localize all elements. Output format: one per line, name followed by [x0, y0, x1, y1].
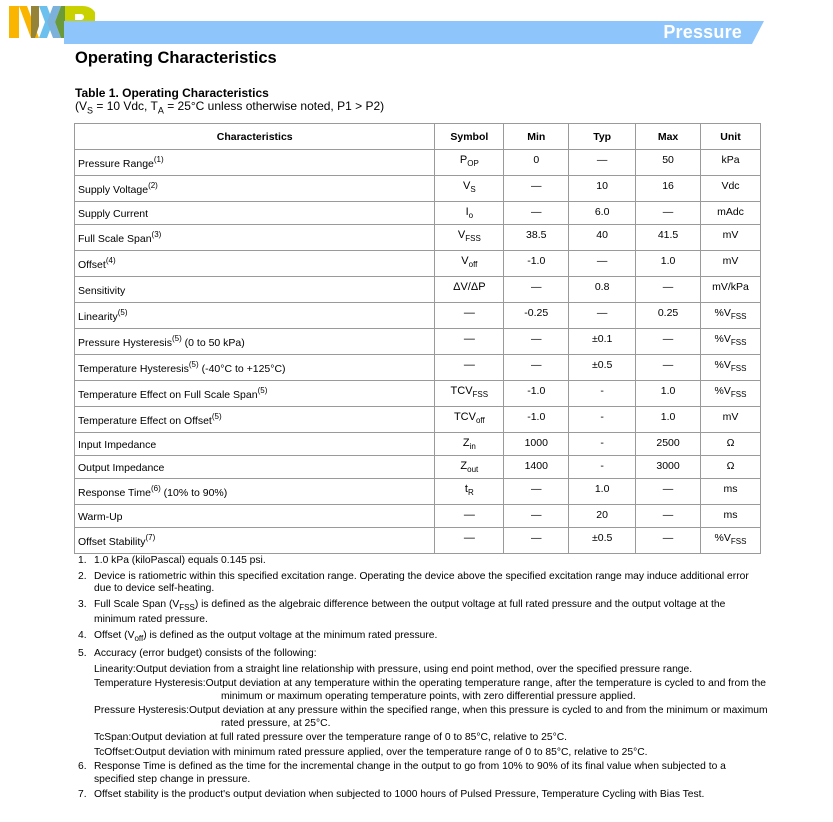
unit-subscript: FSS: [730, 312, 747, 322]
max-cell: 1.0: [636, 251, 701, 277]
unit-cell: [701, 202, 761, 225]
symbol: —: [463, 333, 475, 345]
unit-cell: [701, 277, 761, 303]
symbol: —: [463, 509, 475, 521]
unit-cell: [701, 176, 761, 202]
accuracy-item-desc: Output deviation at any temperature within the operating temperature range, after the temperature is cycled to and from the minimum or maximum operating temperature points, with zero differential pressure applied.: [205, 678, 766, 702]
min-cell: —: [504, 528, 569, 554]
min-cell: -1.0: [504, 251, 569, 277]
unit: mV/kPa: [712, 281, 749, 293]
unit-cell: [701, 479, 761, 505]
footnote-body: [94, 630, 768, 646]
footnote-text: Device is ratiometric within this specified excitation range. Operating the device above the specified excitation range may induce additional error due to device self-heating.: [94, 570, 749, 594]
max-cell: —: [636, 202, 701, 225]
footnote-ref: (2): [148, 180, 158, 190]
table-row: [75, 355, 761, 381]
footnote-ref: (5): [211, 411, 222, 421]
footnote-text: Response Time is defined as the time for the incremental change in the output to go from 10% to 90% of its final value when subjected to a specified step change in pressure.: [94, 761, 726, 785]
footnote-body: [94, 761, 768, 786]
characteristic-name: Full Scale Span: [78, 232, 152, 245]
symbol: Z: [460, 460, 468, 472]
table-body: [75, 150, 761, 554]
unit-cell: [701, 225, 761, 251]
typ-cell: —: [569, 150, 636, 176]
characteristic-condition: (10% to 90%): [160, 486, 228, 499]
operating-characteristics-table: [74, 123, 761, 554]
footnote: [78, 630, 768, 646]
min-cell: -1.0: [504, 381, 569, 407]
symbol-cell: [435, 433, 504, 456]
symbol-cell: [435, 381, 504, 407]
header-bar: [64, 21, 764, 44]
max-cell: 3000: [636, 456, 701, 479]
symbol: Z: [462, 437, 470, 449]
min-cell: 38.5: [504, 225, 569, 251]
unit: %V: [714, 333, 731, 345]
min-cell: 0: [504, 150, 569, 176]
characteristic-name: Supply Voltage: [78, 183, 149, 196]
symbol-cell: [435, 277, 504, 303]
symbol-cell: [435, 176, 504, 202]
symbol-subscript: S: [470, 185, 476, 195]
footnote: [78, 761, 768, 786]
column-header: Typ: [569, 124, 636, 150]
min-cell: 1000: [504, 433, 569, 456]
column-header: Max: [636, 124, 701, 150]
symbol: V: [461, 255, 469, 267]
accuracy-item-desc: Output deviation from a straight line relationship with pressure, using end point method, over the specified pressure range.: [135, 663, 693, 675]
unit: kPa: [721, 154, 740, 166]
unit-cell: [701, 528, 761, 554]
conditions-text: = 25°C unless otherwise noted, P1 > P2): [163, 99, 385, 113]
symbol-cell: [435, 251, 504, 277]
table-row: [75, 329, 761, 355]
accuracy-item: [94, 732, 768, 745]
characteristic-cell: [75, 456, 435, 479]
table-caption: Table 1. Operating Characteristics: [75, 86, 269, 100]
typ-cell: -: [569, 456, 636, 479]
accuracy-item-label: Linearity:: [94, 663, 136, 675]
characteristic-condition: (0 to 50 kPa): [181, 336, 245, 349]
symbol-cell: [435, 407, 504, 433]
max-cell: 50: [636, 150, 701, 176]
characteristic-name: Input Impedance: [78, 439, 157, 451]
table-row: [75, 479, 761, 505]
conditions-sub: S: [87, 105, 94, 116]
min-cell: -1.0: [504, 407, 569, 433]
symbol: V: [457, 229, 466, 241]
page-title: Operating Characteristics: [75, 49, 277, 67]
footnote-body: [94, 599, 768, 627]
unit: ms: [723, 509, 738, 521]
conditions-sub: A: [157, 105, 164, 116]
characteristic-name: Warm-Up: [78, 511, 123, 523]
unit: %V: [714, 307, 731, 319]
typ-cell: 6.0: [569, 202, 636, 225]
unit-subscript: FSS: [730, 390, 747, 400]
max-cell: —: [636, 329, 701, 355]
accuracy-item-text: [94, 678, 768, 703]
accuracy-item-desc: Output deviation at any pressure within the specified range, when this pressure is cycled to and from the minimum or maximum rated pressure, at 25°C.: [189, 705, 768, 729]
unit-cell: [701, 329, 761, 355]
unit-subscript: FSS: [730, 537, 747, 547]
symbol-cell: [435, 202, 504, 225]
max-cell: 1.0: [636, 407, 701, 433]
footnote-ref: (1): [153, 154, 164, 164]
conditions-text: (V: [75, 99, 87, 113]
footnote: [78, 599, 768, 627]
accuracy-item: [94, 664, 768, 677]
symbol-subscript: off: [468, 260, 478, 270]
characteristic-name: Temperature Effect on Full Scale Span: [78, 388, 258, 401]
max-cell: —: [636, 277, 701, 303]
column-header: Min: [504, 124, 569, 150]
unit-cell: [701, 251, 761, 277]
unit: %V: [714, 532, 731, 544]
table-row: [75, 277, 761, 303]
footnote-body: [94, 555, 768, 568]
footnote-body: [94, 789, 768, 802]
characteristic-name: Sensitivity: [78, 284, 126, 297]
characteristic-condition: (-40°C to +125°C): [198, 362, 286, 375]
unit: mV: [722, 255, 739, 267]
footnote-text: Full Scale Span (V: [94, 598, 180, 610]
min-cell: —: [504, 202, 569, 225]
footnote-text: 1.0 kPa (kiloPascal) equals 0.145 psi.: [94, 555, 266, 566]
symbol: TCV: [450, 385, 473, 397]
characteristic-cell: [75, 528, 435, 554]
accuracy-item: [94, 747, 768, 760]
unit: Ω: [726, 460, 735, 472]
footnote-number: 6.: [78, 761, 87, 773]
min-cell: —: [504, 329, 569, 355]
symbol-subscript: off: [475, 416, 485, 426]
symbol: —: [463, 359, 475, 371]
characteristic-name: Response Time: [78, 486, 151, 499]
symbol-subscript: out: [467, 465, 479, 475]
max-cell: 2500: [636, 433, 701, 456]
max-cell: —: [636, 505, 701, 528]
logo-n-left: [9, 6, 19, 38]
conditions-text: = 10 Vdc, T: [93, 99, 158, 113]
footnote-number: 3.: [78, 598, 87, 610]
typ-cell: -: [569, 407, 636, 433]
min-cell: —: [504, 479, 569, 505]
typ-cell: 40: [569, 225, 636, 251]
unit-cell: [701, 505, 761, 528]
typ-cell: 20: [569, 505, 636, 528]
accuracy-item: [94, 678, 768, 703]
characteristic-cell: [75, 381, 435, 407]
footnote-body: [94, 648, 768, 661]
max-cell: —: [636, 528, 701, 554]
characteristic-name: Temperature Hysteresis: [78, 362, 189, 375]
symbol: ΔV/ΔP: [453, 281, 486, 293]
footnote-ref: (5): [188, 359, 199, 369]
typ-cell: 1.0: [569, 479, 636, 505]
logo-n-right: [31, 6, 39, 38]
unit: mV: [722, 411, 739, 423]
unit-cell: [701, 303, 761, 329]
table-row: [75, 176, 761, 202]
typ-cell: ±0.5: [569, 528, 636, 554]
footnote-number: 5.: [78, 648, 87, 660]
max-cell: —: [636, 355, 701, 381]
min-cell: —: [504, 176, 569, 202]
unit: %V: [714, 385, 731, 397]
footnote-text: Offset (V: [94, 629, 135, 641]
footnote-ref: (3): [151, 229, 162, 239]
typ-cell: 10: [569, 176, 636, 202]
footnote-ref: (7): [145, 532, 156, 542]
accuracy-item-label: Temperature Hysteresis:: [94, 678, 206, 690]
table-row: [75, 202, 761, 225]
footnote-ref: (5): [117, 307, 128, 317]
typ-cell: ±0.1: [569, 329, 636, 355]
footnote-subscript: off: [134, 633, 144, 643]
min-cell: —: [504, 277, 569, 303]
characteristic-name: Offset Stability: [78, 535, 146, 548]
symbol-cell: [435, 528, 504, 554]
characteristic-name: Offset: [78, 258, 106, 271]
table-row: [75, 433, 761, 456]
accuracy-item-label: TcSpan:: [94, 732, 132, 744]
accuracy-item-label: Pressure Hysteresis:: [94, 705, 189, 717]
symbol-cell: [435, 456, 504, 479]
max-cell: —: [636, 479, 701, 505]
unit: Ω: [726, 437, 735, 449]
accuracy-item-desc: Output deviation with minimum rated pressure applied, over the temperature range of 0 to 85°C, relative to 25°C.: [134, 746, 648, 758]
table-conditions: [75, 99, 384, 115]
max-cell: 1.0: [636, 381, 701, 407]
characteristic-name: Pressure Hysteresis: [78, 336, 172, 349]
table-row: [75, 505, 761, 528]
footnote: [78, 648, 768, 661]
symbol-subscript: OP: [467, 159, 479, 169]
header-bar-shape: [64, 21, 764, 44]
characteristic-cell: [75, 355, 435, 381]
footnote-ref: (5): [171, 333, 182, 343]
typ-cell: -: [569, 381, 636, 407]
symbol-cell: [435, 355, 504, 381]
unit-cell: [701, 407, 761, 433]
min-cell: 1400: [504, 456, 569, 479]
symbol-cell: [435, 329, 504, 355]
footnote-number: 1.: [78, 555, 87, 566]
footnote-text: Accuracy (error budget) consists of the following:: [94, 648, 317, 660]
characteristic-cell: [75, 303, 435, 329]
min-cell: -0.25: [504, 303, 569, 329]
column-header: Characteristics: [75, 124, 435, 150]
table-row: [75, 251, 761, 277]
footnote-ref: (4): [105, 255, 116, 265]
unit-subscript: FSS: [730, 338, 747, 348]
unit-subscript: FSS: [730, 364, 747, 374]
footnote-number: 2.: [78, 570, 87, 582]
unit-cell: [701, 150, 761, 176]
characteristic-cell: [75, 150, 435, 176]
accuracy-item-desc: Output deviation at full rated pressure over the temperature range of 0 to 85°C, relative to 25°C.: [131, 732, 568, 744]
footnote: [78, 555, 768, 568]
characteristic-cell: [75, 329, 435, 355]
max-cell: 0.25: [636, 303, 701, 329]
typ-cell: —: [569, 251, 636, 277]
symbol-cell: [435, 150, 504, 176]
footnote-ref: (6): [150, 483, 161, 493]
symbol-cell: [435, 505, 504, 528]
unit: Vdc: [721, 180, 740, 192]
unit: mV: [722, 229, 739, 241]
accuracy-item: [94, 705, 768, 730]
typ-cell: 0.8: [569, 277, 636, 303]
characteristic-cell: [75, 407, 435, 433]
characteristic-name: Pressure Range: [78, 157, 154, 170]
min-cell: —: [504, 505, 569, 528]
symbol-cell: [435, 303, 504, 329]
table-row: [75, 528, 761, 554]
characteristic-name: Temperature Effect on Offset: [78, 414, 212, 427]
characteristic-cell: [75, 479, 435, 505]
footnote-text: Offset stability is the product's output deviation when subjected to 1000 hours of Pulsed Pressure, Temperature Cycling with Bias Test.: [94, 789, 705, 801]
symbol-cell: [435, 479, 504, 505]
symbol: —: [463, 532, 475, 544]
symbol: —: [463, 307, 475, 319]
footnote-ref: (5): [257, 385, 268, 395]
symbol: V: [462, 180, 471, 192]
max-cell: 41.5: [636, 225, 701, 251]
footnote-text: ) is defined as the algebraic difference between the output voltage at full rated pressure and the output voltage at the minimum rated pressure.: [94, 598, 726, 626]
characteristic-cell: [75, 202, 435, 225]
max-cell: 16: [636, 176, 701, 202]
typ-cell: ±0.5: [569, 355, 636, 381]
characteristic-cell: [75, 505, 435, 528]
accuracy-item-label: TcOffset:: [94, 746, 135, 758]
column-header: Unit: [701, 124, 761, 150]
unit-cell: [701, 456, 761, 479]
characteristic-cell: [75, 225, 435, 251]
symbol-subscript: FSS: [472, 390, 489, 400]
unit: mAdc: [717, 206, 744, 218]
unit-cell: [701, 433, 761, 456]
symbol-subscript: FSS: [465, 234, 481, 244]
footnote-number: 7.: [78, 789, 87, 801]
symbol: t: [464, 483, 468, 495]
unit-cell: [701, 355, 761, 381]
typ-cell: -: [569, 433, 636, 456]
footnote-number: 4.: [78, 629, 87, 641]
symbol-subscript: in: [469, 442, 476, 452]
symbol-subscript: o: [468, 211, 474, 221]
table-header-row: [75, 124, 761, 150]
section-title: Pressure: [663, 22, 742, 42]
symbol: P: [459, 154, 468, 166]
table-row: [75, 381, 761, 407]
unit-cell: [701, 381, 761, 407]
characteristic-name: Linearity: [78, 310, 118, 323]
footnote-body: [94, 571, 768, 596]
characteristic-name: Supply Current: [78, 208, 149, 220]
symbol: I: [465, 206, 469, 218]
unit: %V: [714, 359, 731, 371]
characteristic-cell: [75, 277, 435, 303]
symbol-cell: [435, 225, 504, 251]
symbol-subscript: R: [467, 488, 474, 498]
characteristic-name: Output Impedance: [78, 462, 165, 474]
min-cell: —: [504, 355, 569, 381]
characteristic-cell: [75, 251, 435, 277]
footnote: [78, 789, 768, 802]
characteristic-cell: [75, 176, 435, 202]
typ-cell: —: [569, 303, 636, 329]
symbol: TCV: [453, 411, 476, 423]
unit: ms: [723, 483, 738, 495]
accuracy-item-text: [94, 705, 768, 730]
footnotes: [78, 555, 768, 805]
table-row: [75, 225, 761, 251]
table-row: [75, 150, 761, 176]
table-row: [75, 456, 761, 479]
footnote-subscript: FSS: [179, 602, 195, 612]
footnote-text: ) is defined as the output voltage at the minimum rated pressure.: [143, 629, 438, 641]
footnote: [78, 571, 768, 596]
column-header: Symbol: [435, 124, 504, 150]
table-row: [75, 407, 761, 433]
characteristic-cell: [75, 433, 435, 456]
table-row: [75, 303, 761, 329]
